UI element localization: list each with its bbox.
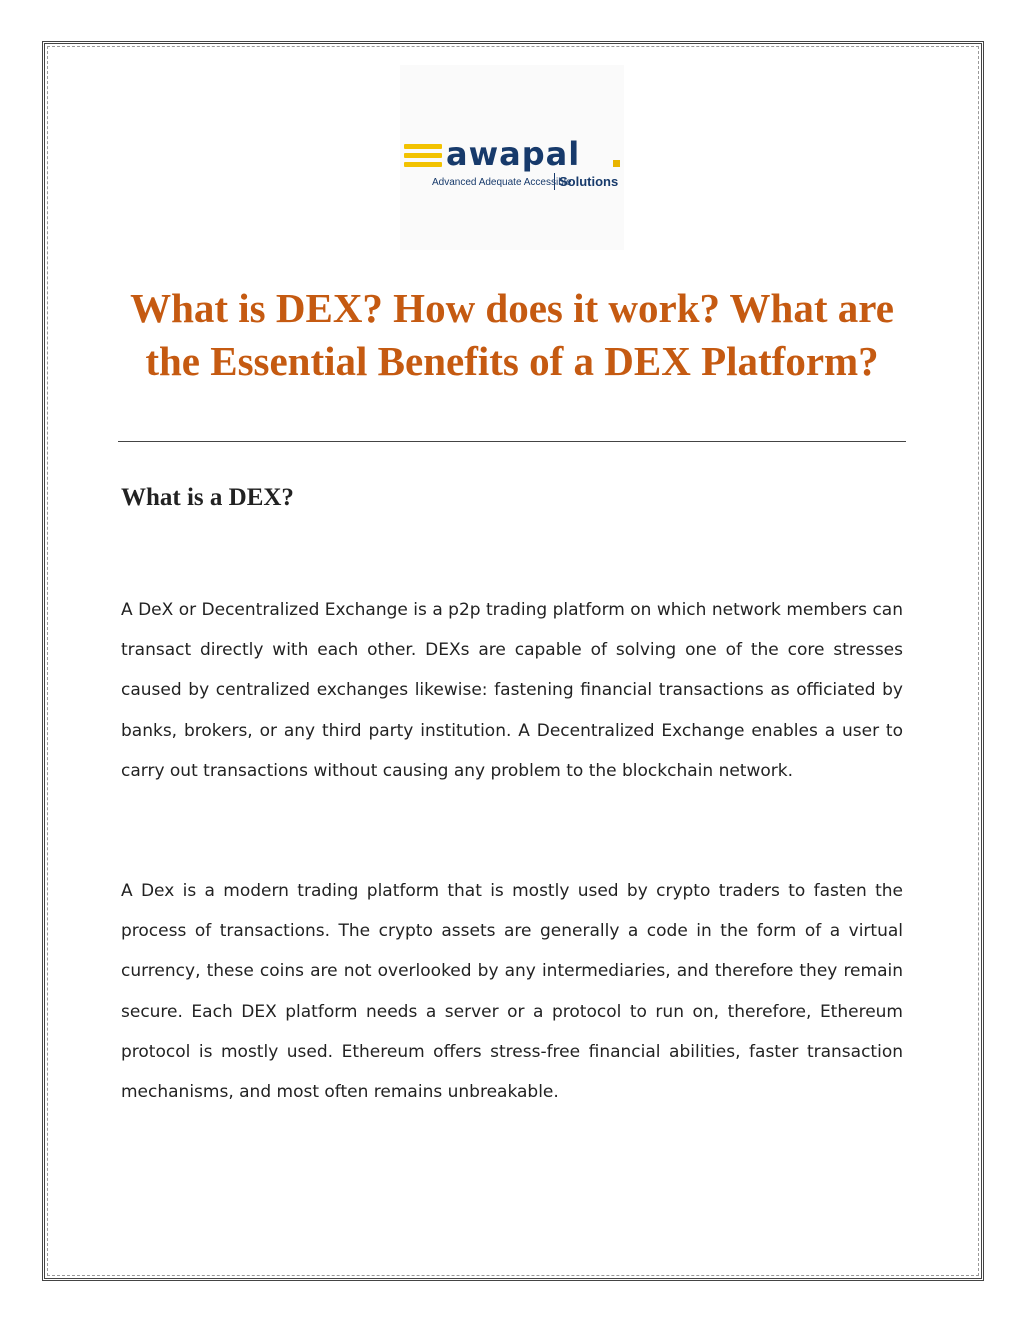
title-divider: [118, 441, 906, 442]
paragraph-1: A DeX or Decentralized Exchange is a p2p trading platform on which network members can transact directly with each other. DEXs are capable of solving one of the core stresses caused by centralized exchanges likewise: fastening financial transactions as officiated by banks, brokers, or any third party institution. A Decentralized Exchange enables a user to carry out transactions without causing any problem to the blockchain network.: [121, 600, 903, 781]
logo-dot: [613, 160, 620, 167]
logo-stripes-icon: [404, 144, 442, 168]
section-heading: What is a DEX?: [121, 484, 294, 511]
logo-wordmark: awapal: [446, 135, 581, 173]
company-logo: [404, 135, 626, 196]
document-title: What is DEX? How does it work? What are the Essential Benefits of a DEX Platform?: [130, 285, 894, 384]
paragraph-2: A Dex is a modern trading platform that is mostly used by crypto traders to fasten the process of transactions. The crypto assets are generally a code in the form of a virtual currency, these coins are not overlooked by any intermediaries, and therefore they remain secure. Each DEX platform needs a server or a protocol to run on, therefore, Ethereum protocol is mostly used. Ethereum offers stress-free financial abilities, faster transaction mechanisms, and most often remains unbreakable.: [121, 881, 903, 1103]
logo-tagline: Advanced Adequate Accessible: [432, 177, 572, 188]
logo-solutions: Solutions: [554, 173, 618, 190]
